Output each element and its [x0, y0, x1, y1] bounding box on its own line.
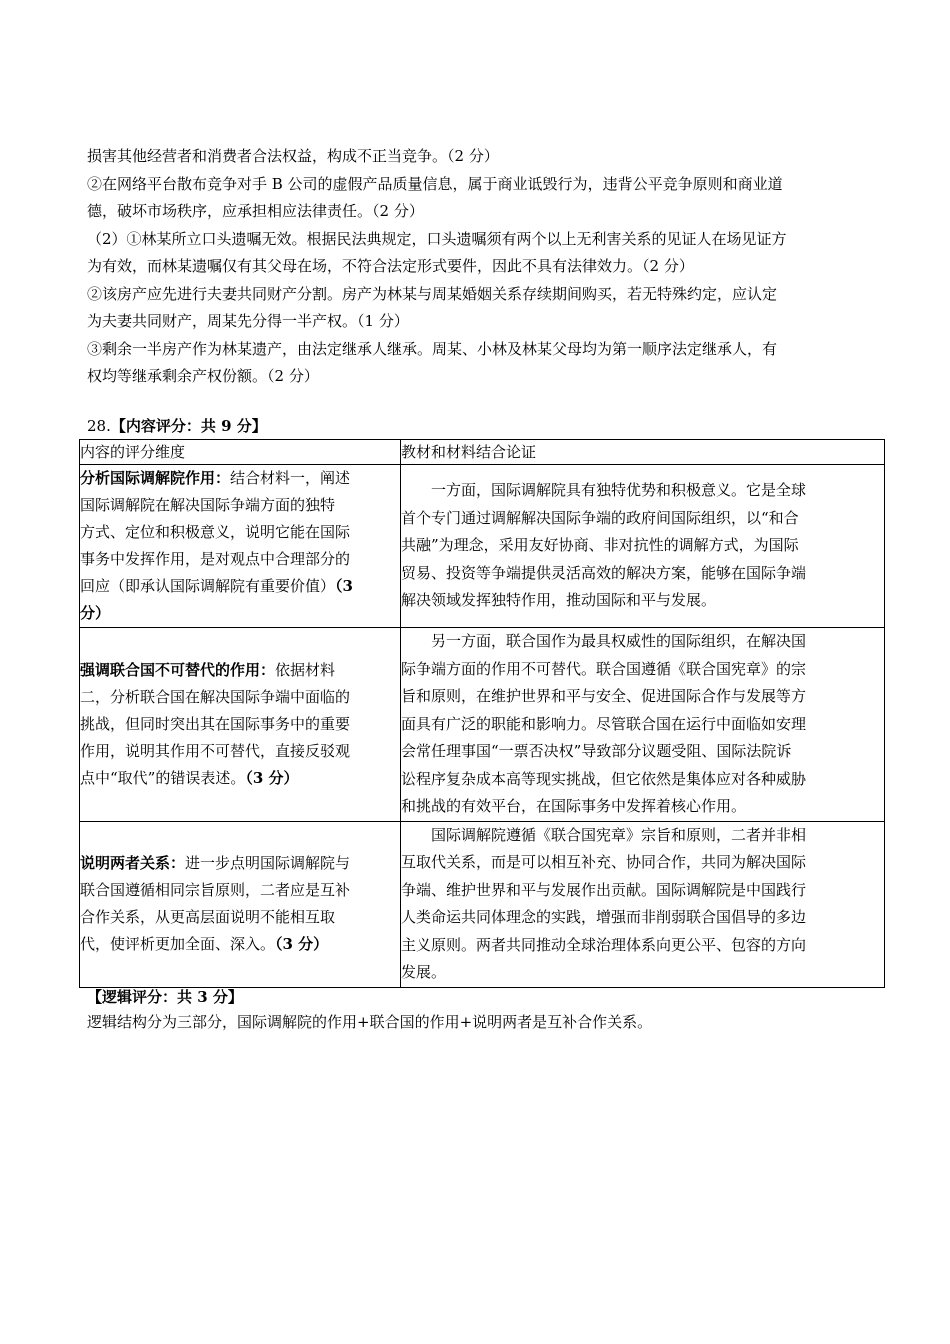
rubric-dimension-text: 代，使评析更加全面、深入。: [80, 935, 276, 953]
answer-part-1: [87, 143, 885, 391]
rubric-argument-line: 人类命运共同体理念的实践，增强而非削弱联合国倡导的多边: [401, 908, 807, 926]
rubric-argument-line: 主义原则。两者共同推动全球治理体系向更公平、包容的方向: [401, 935, 807, 954]
rubric-dimension-cell: [80, 628, 401, 822]
rubric-dimension-text: 联合国遵循相同宗旨原则，二者应是互补: [80, 881, 351, 899]
answer-line: （2）①林某所立口头遗嘱无效。根据民法典规定，口头遗嘱须有两个以上无利害关系的见证人在场见证方: [87, 229, 787, 248]
rubric-dimension-text: 合作关系，从更高层面说明不能相互取: [80, 908, 336, 926]
table-row: [80, 465, 885, 628]
rubric-argument-line: 另一方面，联合国作为最具权威性的国际组织，在解决国: [401, 632, 807, 650]
rubric-argument-line: 发展。: [401, 963, 447, 981]
rubric-dimension-text: 进一步点明国际调解院与: [185, 854, 351, 872]
rubric-dimension-title: 说明两者关系：: [80, 854, 186, 872]
q28-title: 【内容评分：共 9 分】: [110, 417, 267, 435]
answer-line: ②在网络平台散布竞争对手 B 公司的虚假产品质量信息，属于商业诋毁行为，违背公平竞争原则和商业道: [87, 174, 783, 193]
rubric-dimension-text: 回应（即承认国际调解院有重要价值）: [80, 577, 336, 595]
rubric-dimension-text: 国际调解院在解决国际争端方面的独特: [80, 496, 336, 514]
rubric-header-row: [80, 440, 885, 465]
rubric-score: （3 分）: [275, 935, 329, 953]
rubric-argument-cell: [401, 821, 885, 987]
rubric-dimension-text: 事务中发挥作用，是对观点中合理部分的: [80, 550, 351, 568]
rubric-dimension-text: 挑战，但同时突出其在国际事务中的重要: [80, 714, 351, 733]
rubric-dimension-text: 二，分析联合国在解决国际争端中面临的: [80, 687, 351, 706]
rubric-dimension-cell: [80, 821, 401, 987]
rubric-argument-line: 贸易、投资等争端提供灵活高效的解决方案，能够在国际争端: [401, 563, 807, 582]
rubric-argument-line: 和挑战的有效平台，在国际事务中发挥着核心作用。: [401, 797, 747, 815]
rubric-dimension-text: 依据材料: [275, 660, 336, 679]
q28-heading: [87, 416, 267, 436]
rubric-score: （3: [335, 577, 353, 595]
rubric-dimension-text: 方式、定位和积极意义，说明它能在国际: [80, 523, 351, 541]
rubric-argument-line: 首个专门通过调解解决国际争端的政府间国际组织，以“和合: [401, 508, 799, 527]
rubric-argument-line: 讼程序复杂成本高等现实挑战，但它依然是集体应对各种威胁: [401, 769, 807, 788]
answer-line: 为夫妻共同财产，周某先分得一半产权。（1 分）: [87, 312, 409, 330]
rubric-dimension-title: 强调联合国不可替代的作用：: [80, 660, 276, 679]
rubric-argument-line: 面具有广泛的职能和影响力。尽管联合国在运行中面临如安理: [401, 714, 807, 733]
rubric-argument-line: 争端、维护世界和平与发展作出贡献。国际调解院是中国践行: [401, 880, 807, 899]
rubric-dimension-text: 作用，说明其作用不可替代，直接反驳观: [80, 741, 351, 760]
rubric-argument-line: 互取代关系，而是可以相互补充、协同合作，共同为解决国际: [401, 853, 807, 871]
rubric-argument-cell: [401, 465, 885, 628]
logic-heading: 【逻辑评分：共 3 分】: [87, 988, 243, 1006]
rubric-argument-line: 一方面，国际调解院具有独特优势和积极意义。它是全球: [401, 481, 807, 500]
answer-line: 为有效，而林某遗嘱仅有其父母在场，不符合法定形式要件，因此不具有法律效力。（2 分）: [87, 257, 694, 275]
table-row: [80, 628, 885, 822]
answer-line: 权均等继承剩余产权份额。（2 分）: [87, 367, 319, 385]
table-row: [80, 821, 885, 987]
rubric-argument-line: 共融”为理念，采用友好协商、非对抗性的调解方式，为国际: [401, 536, 799, 555]
rubric-argument-line: 际争端方面的作用不可替代。联合国遵循《联合国宪章》的宗: [401, 659, 807, 678]
rubric-argument-cell: [401, 628, 885, 822]
rubric-argument-line: 会常任理事国“一票否决权”导致部分议题受阻、国际法院诉: [401, 742, 792, 760]
rubric-dimension-text: 点中“取代”的错误表述。: [80, 768, 246, 787]
rubric-header-argument: 教材和材料结合论证: [401, 440, 885, 465]
answer-line: 德，破坏市场秩序，应承担相应法律责任。（2 分）: [87, 202, 424, 220]
rubric-argument-line: 解决领域发挥独特作用，推动国际和平与发展。: [401, 591, 717, 610]
rubric-argument-line: 国际调解院遵循《联合国宪章》宗旨和原则，二者并非相: [401, 825, 807, 844]
q28-number: 28.: [87, 417, 111, 435]
answer-line: ③剩余一半房产作为林某遗产，由法定继承人继承。周某、小林及林某父母均为第一顺序法定继承人，有: [87, 339, 778, 358]
rubric-header-dimension: 内容的评分维度: [80, 440, 401, 465]
rubric-score: 分）: [80, 604, 111, 622]
answer-line: ②该房产应先进行夫妻共同财产分割。房产为林某与周某婚姻关系存续期间购买，若无特殊约定，应认定: [87, 284, 778, 303]
rubric-dimension-cell: [80, 465, 401, 628]
answer-line: 损害其他经营者和消费者合法权益，构成不正当竞争。（2 分）: [87, 147, 499, 165]
rubric-argument-line: 旨和原则，在维护世界和平与安全、促进国际合作与发展等方: [401, 687, 807, 705]
rubric-score: （3 分）: [245, 768, 299, 787]
rubric-dimension-text: 结合材料一，阐述: [230, 469, 351, 487]
logic-text: 逻辑结构分为三部分，国际调解院的作用+联合国的作用+说明两者是互补合作关系。: [87, 1013, 653, 1031]
rubric-table: [79, 439, 885, 988]
rubric-dimension-title: 分析国际调解院作用：: [80, 469, 231, 487]
